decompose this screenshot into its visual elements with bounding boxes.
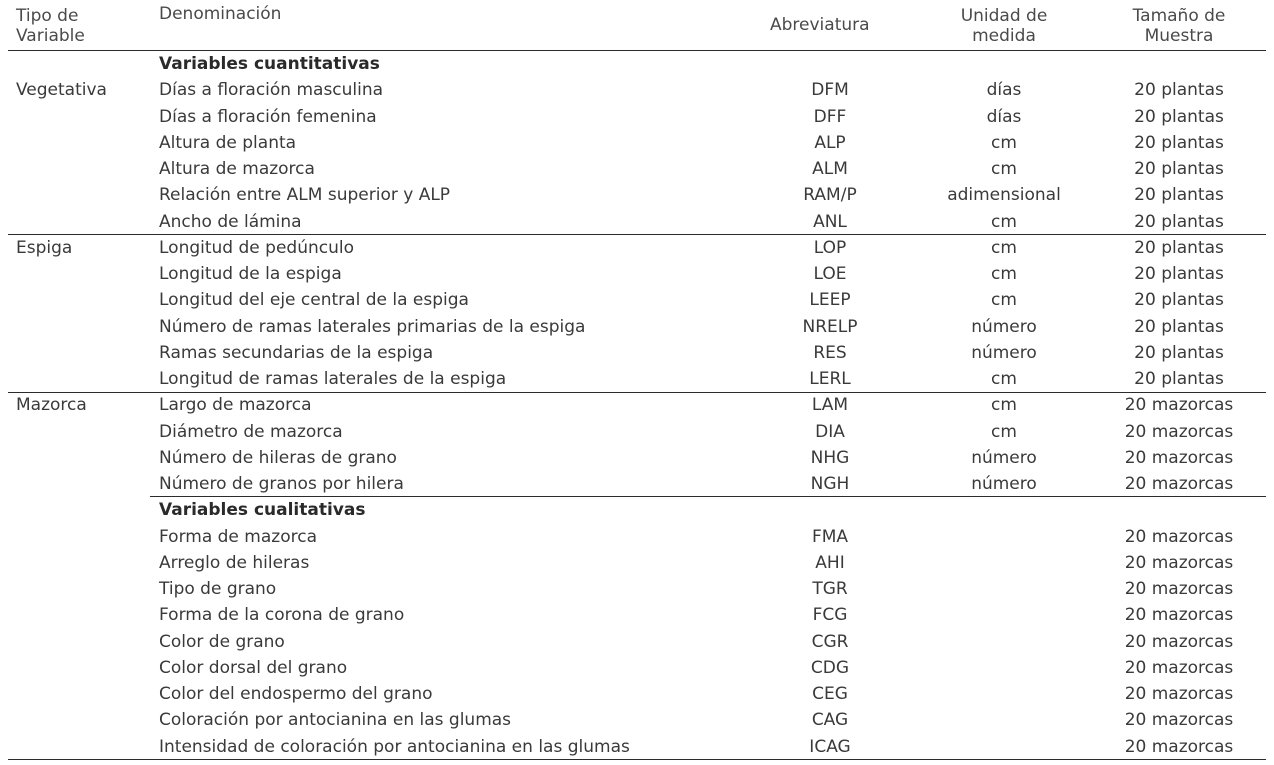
cell-tamano-muestra: 20 mazorcas <box>1124 526 1234 547</box>
section-heading-row <box>0 497 1274 523</box>
cell-tamano-muestra: 20 mazorcas <box>1124 631 1234 652</box>
cell-denominacion: Color dorsal del grano <box>159 657 348 678</box>
cell-tamano-muestra: 20 plantas <box>1134 237 1224 258</box>
cell-tamano-muestra: 20 plantas <box>1134 159 1224 179</box>
cell-tamano-muestra: 20 plantas <box>1134 290 1224 311</box>
table-row <box>0 156 1274 182</box>
cell-tamano-muestra: 20 mazorcas <box>1124 395 1234 416</box>
cell-denominacion: Relación entre ALM superior y ALP <box>159 185 451 206</box>
cell-tamano-muestra: 20 plantas <box>1134 316 1224 337</box>
cell-unidad-medida: cm <box>991 369 1017 389</box>
table-row <box>0 524 1274 550</box>
table-row <box>0 419 1274 445</box>
cell-tamano-muestra: 20 mazorcas <box>1124 657 1234 678</box>
cell-abreviatura: ALM <box>812 159 848 179</box>
cell-denominacion: Forma de mazorca <box>159 526 317 547</box>
header-denominacion: Denominación <box>159 4 282 24</box>
header-abreviatura: Abreviatura <box>770 15 870 35</box>
cell-denominacion: Tipo de grano <box>159 579 277 599</box>
cell-tamano-muestra: 20 plantas <box>1134 342 1224 363</box>
cell-abreviatura: ICAG <box>809 736 851 757</box>
cell-unidad-medida: cm <box>991 290 1017 311</box>
cell-denominacion: Intensidad de coloración por antocianina en las glumas <box>159 736 630 757</box>
table-row <box>0 681 1274 707</box>
cell-abreviatura: LAM <box>811 395 849 416</box>
cell-abreviatura: TGR <box>812 579 848 599</box>
cell-denominacion: Color de grano <box>159 631 285 652</box>
header-tipo-variable: Tipo de Variable <box>16 6 85 46</box>
cell-denominacion: Ramas secundarias de la espiga <box>159 342 434 363</box>
table-row <box>0 182 1274 208</box>
cell-unidad-medida: días <box>986 106 1022 127</box>
table-row <box>0 235 1274 261</box>
table-row <box>0 287 1274 313</box>
table-row <box>0 77 1274 103</box>
cell-unidad-medida: cm <box>991 159 1017 179</box>
table-row <box>0 629 1274 655</box>
cell-tamano-muestra: 20 mazorcas <box>1124 421 1234 442</box>
header-unidad-medida: Unidad de medida <box>960 6 1048 46</box>
cell-tipo-variable: Vegetativa <box>16 80 107 101</box>
section-heading: Variables cualitativas <box>159 500 366 521</box>
cell-unidad-medida: número <box>971 447 1037 468</box>
cell-denominacion: Días a floración femenina <box>159 106 377 127</box>
cell-tamano-muestra: 20 mazorcas <box>1124 579 1234 599</box>
table-row <box>0 445 1274 471</box>
cell-tamano-muestra: 20 mazorcas <box>1124 710 1234 731</box>
cell-denominacion: Diámetro de mazorca <box>159 421 343 442</box>
cell-denominacion: Altura de mazorca <box>159 159 315 179</box>
table-row <box>0 340 1274 366</box>
cell-denominacion: Longitud del eje central de la espiga <box>159 290 469 311</box>
cell-tamano-muestra: 20 mazorcas <box>1124 552 1234 573</box>
cell-tamano-muestra: 20 mazorcas <box>1124 447 1234 468</box>
cell-tamano-muestra: 20 plantas <box>1134 185 1224 206</box>
cell-tamano-muestra: 20 mazorcas <box>1124 684 1234 704</box>
table-row <box>0 576 1274 602</box>
table-row <box>0 550 1274 576</box>
table-row <box>0 471 1274 497</box>
cell-unidad-medida: cm <box>991 132 1017 153</box>
cell-abreviatura: DFF <box>813 106 847 127</box>
cell-denominacion: Coloración por antocianina en las glumas <box>159 710 512 731</box>
cell-abreviatura: CDG <box>810 657 850 678</box>
cell-abreviatura: ANL <box>813 211 847 232</box>
cell-tamano-muestra: 20 plantas <box>1134 106 1224 127</box>
cell-abreviatura: DFM <box>811 80 849 101</box>
cell-unidad-medida: cm <box>991 211 1017 232</box>
cell-denominacion: Número de ramas laterales primarias de la espiga <box>159 316 586 337</box>
cell-abreviatura: FCG <box>812 605 848 626</box>
cell-unidad-medida: número <box>971 342 1037 363</box>
cell-abreviatura: RES <box>813 342 847 363</box>
table-row <box>0 366 1274 392</box>
cell-abreviatura: LERL <box>809 369 851 389</box>
table-row <box>0 734 1274 760</box>
cell-unidad-medida: días <box>986 80 1022 101</box>
cell-abreviatura: LOP <box>813 237 847 258</box>
cell-unidad-medida: cm <box>991 421 1017 442</box>
cell-denominacion: Color del endospermo del grano <box>159 684 433 704</box>
cell-tamano-muestra: 20 plantas <box>1134 80 1224 101</box>
cell-abreviatura: NRELP <box>802 316 858 337</box>
cell-denominacion: Longitud de pedúnculo <box>159 237 354 258</box>
cell-denominacion: Días a floración masculina <box>159 80 384 101</box>
cell-tamano-muestra: 20 plantas <box>1134 211 1224 232</box>
cell-abreviatura: CEG <box>812 684 848 704</box>
table-row <box>0 314 1274 340</box>
cell-unidad-medida: número <box>971 474 1037 494</box>
cell-abreviatura: DIA <box>815 421 845 442</box>
table-row <box>0 602 1274 628</box>
cell-abreviatura: LEEP <box>809 290 851 311</box>
cell-denominacion: Longitud de la espiga <box>159 264 342 284</box>
table-row <box>0 707 1274 733</box>
cell-abreviatura: FMA <box>811 526 849 547</box>
cell-denominacion: Largo de mazorca <box>159 395 312 416</box>
cell-abreviatura: RAM/P <box>803 185 857 206</box>
cell-abreviatura: NGH <box>810 474 850 494</box>
cell-tamano-muestra: 20 plantas <box>1134 369 1224 389</box>
cell-tipo-variable: Espiga <box>16 237 73 258</box>
cell-denominacion: Número de hileras de grano <box>159 447 397 468</box>
cell-tamano-muestra: 20 mazorcas <box>1124 605 1234 626</box>
table-row <box>0 261 1274 287</box>
cell-denominacion: Ancho de lámina <box>159 211 302 232</box>
cell-denominacion: Arreglo de hileras <box>159 552 310 573</box>
section-heading: Variables cuantitativas <box>159 54 380 74</box>
cell-tipo-variable: Mazorca <box>16 395 87 416</box>
section-heading-row <box>0 51 1274 77</box>
cell-denominacion: Altura de planta <box>159 132 297 153</box>
cell-abreviatura: LOE <box>813 264 847 284</box>
table-row <box>0 655 1274 681</box>
cell-unidad-medida: adimensional <box>947 185 1061 206</box>
table-row <box>0 392 1274 418</box>
cell-abreviatura: CAG <box>811 710 849 731</box>
cell-denominacion: Número de granos por hilera <box>159 474 404 494</box>
cell-abreviatura: ALP <box>814 132 846 153</box>
cell-tamano-muestra: 20 plantas <box>1134 264 1224 284</box>
cell-unidad-medida: cm <box>991 264 1017 284</box>
cell-tamano-muestra: 20 mazorcas <box>1124 474 1234 494</box>
cell-tamano-muestra: 20 plantas <box>1134 132 1224 153</box>
cell-abreviatura: AHI <box>815 552 845 573</box>
cell-denominacion: Forma de la corona de grano <box>159 605 405 626</box>
table-row <box>0 104 1274 130</box>
header-tamano-muestra: Tamaño de Muestra <box>1132 6 1226 46</box>
table-row <box>0 130 1274 156</box>
cell-unidad-medida: número <box>971 316 1037 337</box>
cell-denominacion: Longitud de ramas laterales de la espiga <box>159 369 507 389</box>
table-row <box>0 209 1274 235</box>
cell-abreviatura: NHG <box>810 447 850 468</box>
cell-tamano-muestra: 20 mazorcas <box>1124 736 1234 757</box>
cell-unidad-medida: cm <box>991 395 1017 416</box>
cell-unidad-medida: cm <box>991 237 1017 258</box>
cell-abreviatura: CGR <box>811 631 849 652</box>
